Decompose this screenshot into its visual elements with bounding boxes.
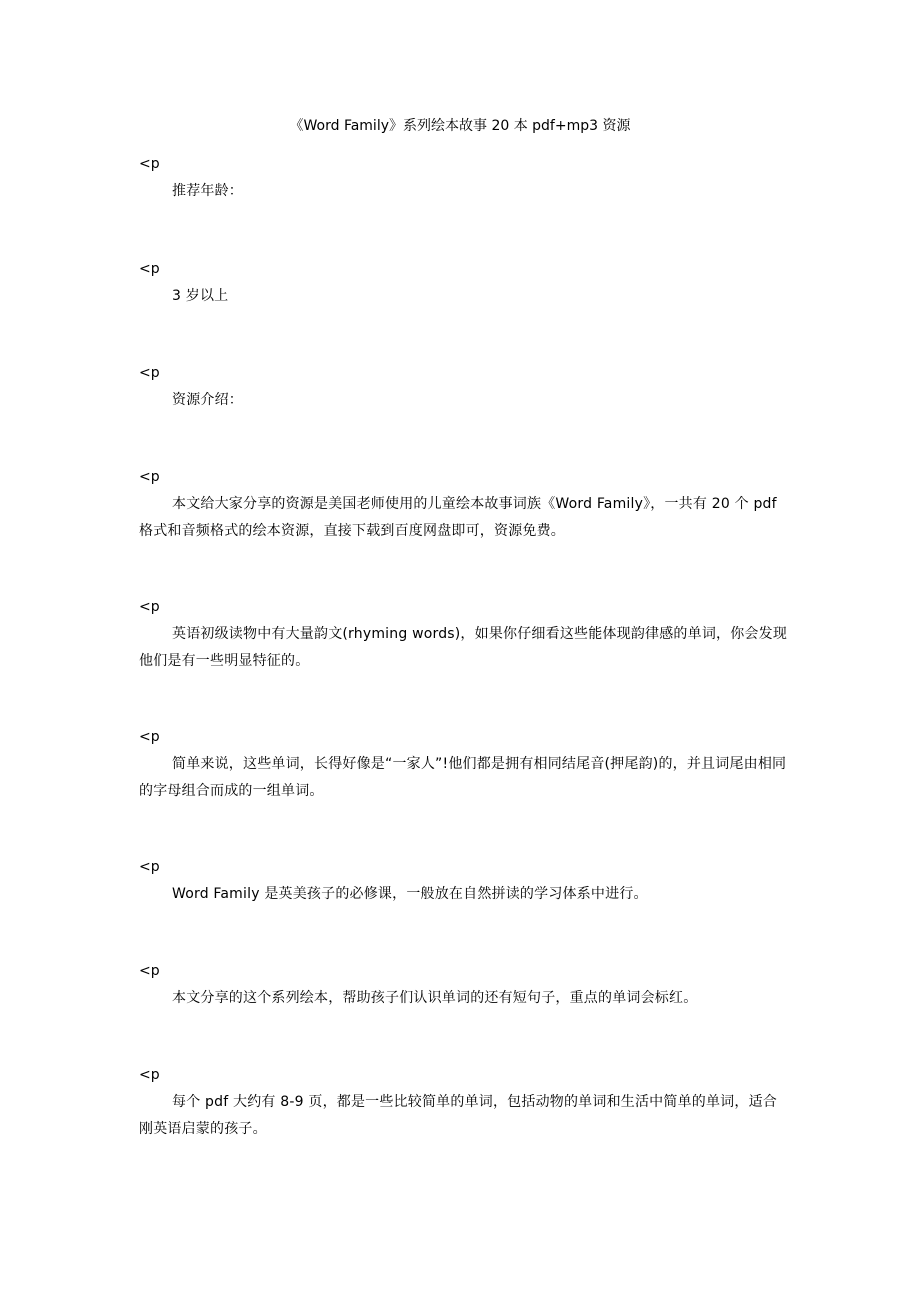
paragraph-text: 英语初级读物中有大量韵文(rhyming words)，如果你仔细看这些能体现韵律感的单词，你会发现他们是有一些明显特征的。 <box>139 626 788 669</box>
paragraph-text: 推荐年龄： <box>172 183 243 199</box>
paragraph-block <box>139 154 789 205</box>
paragraph-text: 简单来说，这些单词，长得好像是“一家人”!他们都是拥有相同结尾音(押尾韵)的，并且词尾由相同的字母组合而成的一组单词。 <box>139 756 787 799</box>
paragraph-block <box>139 857 789 908</box>
paragraph-text: 资源介绍： <box>172 392 243 408</box>
paragraph-block <box>139 597 789 675</box>
paragraph-marker: <p <box>139 963 160 979</box>
paragraph-marker: <p <box>139 156 160 172</box>
paragraph-block <box>139 727 789 805</box>
paragraph-marker: <p <box>139 469 160 485</box>
paragraph-block <box>139 363 789 414</box>
paragraph-text: Word Family 是英美孩子的必修课，一般放在自然拼读的学习体系中进行。 <box>172 886 648 902</box>
paragraph-marker: <p <box>139 599 160 615</box>
paragraph-block <box>139 467 789 545</box>
paragraph-block <box>139 961 789 1012</box>
paragraph-block <box>139 1065 789 1143</box>
paragraph-marker: <p <box>139 1067 160 1083</box>
paragraph-marker: <p <box>139 365 160 381</box>
paragraph-marker: <p <box>139 261 160 277</box>
paragraph-text: 3 岁以上 <box>172 288 229 304</box>
paragraph-text: 本文给大家分享的资源是美国老师使用的儿童绘本故事词族《Word Family》，一共有 20 个 pdf 格式和音频格式的绘本资源，直接下载到百度网盘即可，资源免费。 <box>139 496 777 539</box>
paragraph-marker: <p <box>139 859 160 875</box>
paragraph-text: 每个 pdf 大约有 8-9 页，都是一些比较简单的单词，包括动物的单词和生活中简单的单词，适合刚英语启蒙的孩子。 <box>139 1094 777 1137</box>
paragraph-block <box>139 259 789 310</box>
paragraph-text: 本文分享的这个系列绘本，帮助孩子们认识单词的还有短句子，重点的单词会标红。 <box>172 990 698 1006</box>
paragraph-marker: <p <box>139 729 160 745</box>
document-title: 《Word Family》系列绘本故事 20 本 pdf+mp3 资源 <box>289 118 631 134</box>
